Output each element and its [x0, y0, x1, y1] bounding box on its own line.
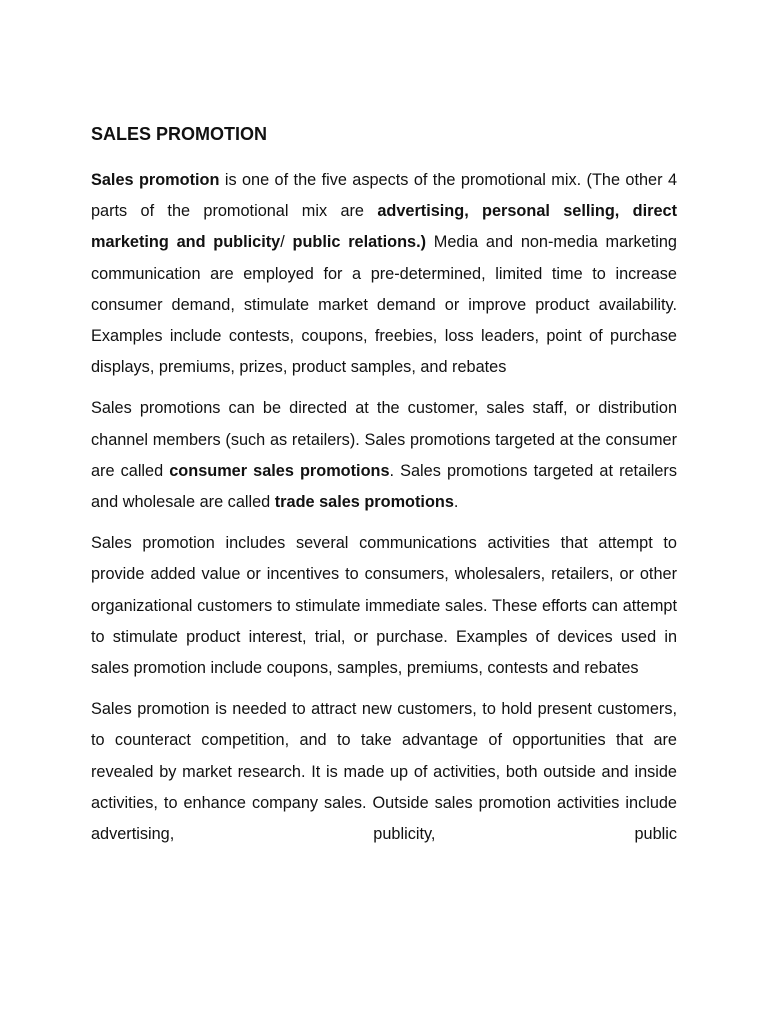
document-body — [91, 121, 677, 860]
paragraph-2-bold-2: trade sales promotions — [274, 493, 454, 512]
paragraph-1 — [91, 165, 677, 383]
paragraph-1-text-2: / — [280, 233, 293, 252]
paragraph-2-text-1: Sales promotions can be directed at the customer, sales staff, or distribution channel members (such as retailers). Sales promotions targeted at the consumer are called — [91, 399, 677, 480]
paragraph-4-text: Sales promotion is needed to attract new customers, to hold present customers, to counteract competition, and to take advantage of opportunities that are revealed by market research. It is made up of activities, both outside and inside activities, to enhance company sales. Outside sales promotion activities include advertising, publicity, public — [91, 700, 677, 844]
paragraph-1-bold-2: public relations.) — [292, 233, 427, 252]
paragraph-2-bold-1: consumer sales promotions — [169, 461, 390, 480]
paragraph-1-text-3: Media and non-media marketing communication are employed for a pre-determined, limited time to increase consumer demand, stimulate market demand or improve product availability. Examples include contests, coupons, freebies, loss leaders, point of purchase displays, premiums, prizes, product samples, and rebates — [91, 233, 677, 377]
paragraph-3-text: Sales promotion includes several communications activities that attempt to provide added value or incentives to consumers, wholesalers, retailers, or other organizational customers to stimulate immediate sales. These efforts can attempt to stimulate product interest, trial, or purchase. Examples of devices used in sales promotion include coupons, samples, premiums, contests and rebates — [91, 534, 677, 678]
paragraph-2-text-2: . Sales promotions targeted at retailers and wholesale are called — [91, 461, 677, 512]
paragraph-1-bold-1: advertising, personal selling, direct marketing and publicity — [91, 202, 677, 252]
paragraph-4 — [91, 694, 677, 850]
paragraph-3 — [91, 528, 677, 684]
paragraph-2-text-3: . — [453, 493, 459, 512]
paragraph-1-lead-bold: Sales promotion — [91, 171, 220, 189]
paragraph-1-text-1: is one of the five aspects of the promotional mix. (The other 4 parts of the promotional mix are — [91, 171, 677, 221]
page-title: SALES PROMOTION — [91, 124, 268, 144]
paragraph-2 — [91, 393, 677, 518]
